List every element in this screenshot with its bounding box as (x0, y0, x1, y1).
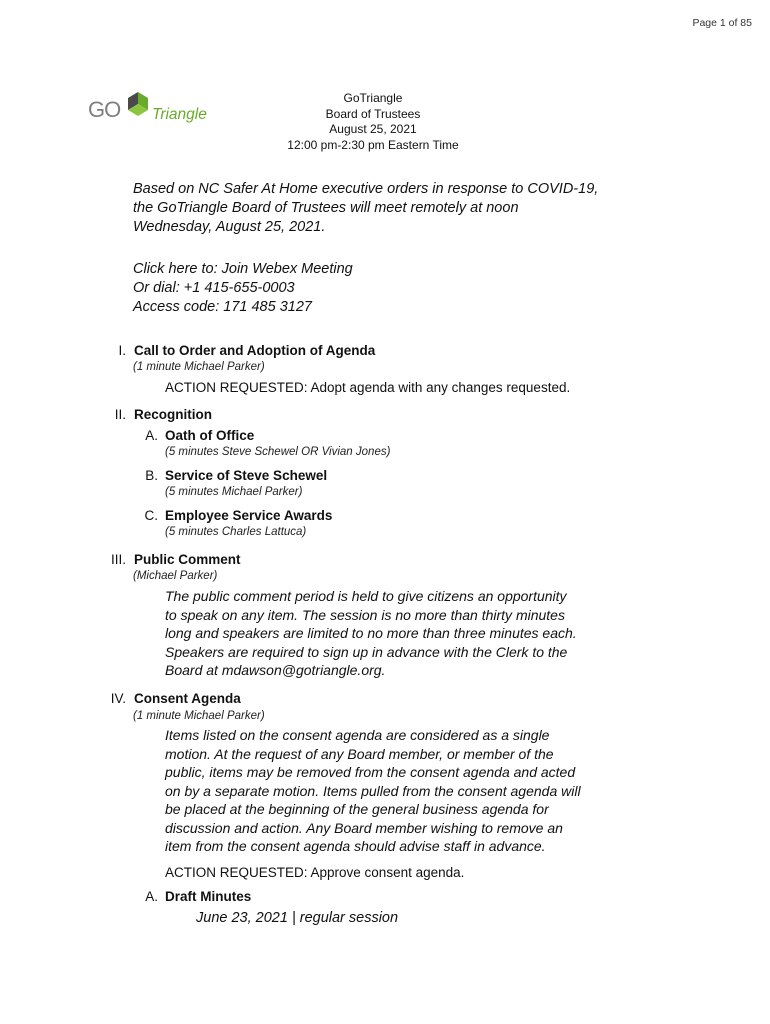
intro-paragraph (133, 180, 653, 237)
paragraph-line: public, items may be removed from the consent agenda and acted (165, 764, 576, 780)
subitem-title: Draft Minutes (165, 889, 252, 904)
subitem-note: (5 minutes Steve Schewel OR Vivian Jones) (165, 446, 391, 458)
subitem-note: (5 minutes Charles Lattuca) (165, 526, 307, 538)
paragraph-line: to speak on any item. The session is no more than thirty minutes (165, 606, 565, 623)
page-number: Page 1 of 85 (692, 17, 752, 29)
subitem-number: A. (145, 889, 158, 904)
item-number: II. (114, 407, 126, 422)
paragraph-line: Board at mdawson@gotriangle.org. (165, 662, 386, 678)
meeting-date: August 25, 2021 (329, 122, 417, 136)
meeting-time: 12:00 pm-2:30 pm Eastern Time (287, 137, 459, 152)
item-title: Consent Agenda (134, 691, 241, 706)
paragraph-line: Speakers are required to sign up in advance with the Clerk to the (165, 643, 568, 660)
item-number: I. (118, 343, 126, 358)
subitem-number: B. (145, 468, 158, 483)
gotriangle-logo (86, 92, 226, 134)
meeting-header (230, 91, 516, 153)
paragraph-line: long and speakers are limited to no more than three minutes each. (165, 625, 577, 641)
webex-join-link[interactable]: Click here to: Join Webex Meeting (133, 261, 353, 277)
paragraph-line: item from the consent agenda should advise staff in advance. (165, 838, 546, 854)
item-note: (Michael Parker) (133, 570, 218, 582)
action-requested: ACTION REQUESTED: Adopt agenda with any changes requested. (165, 380, 571, 395)
consent-agenda-text (165, 726, 615, 856)
logo-triangle-text: Triangle (152, 106, 207, 123)
subitem-note: (5 minutes Michael Parker) (165, 486, 303, 498)
subitem-title: Service of Steve Schewel (165, 468, 328, 483)
item-note: (1 minute Michael Parker) (133, 361, 265, 373)
logo-go-text: GO (88, 97, 121, 122)
webex-info (133, 260, 533, 317)
paragraph-line: be placed at the beginning of the general business agenda for (165, 801, 549, 817)
board-name: Board of Trustees (325, 106, 421, 121)
intro-line: the GoTriangle Board of Trustees will meet remotely at noon (133, 200, 519, 216)
logo-triangle-icon (126, 92, 150, 118)
subitem-number: C. (144, 508, 158, 523)
subitem-title: Oath of Office (165, 428, 255, 443)
intro-line: Wednesday, August 25, 2021. (133, 219, 326, 235)
paragraph-line: The public comment period is held to give citizens an opportunity (165, 588, 567, 604)
public-comment-text (165, 587, 615, 680)
item-number: IV. (110, 691, 126, 706)
paragraph-line: Items listed on the consent agenda are considered as a single (165, 727, 550, 743)
intro-line: Based on NC Safer At Home executive orders in response to COVID-19, (133, 181, 599, 197)
dial-in-number: Or dial: +1 415-655-0003 (133, 280, 295, 296)
subitem-number: A. (145, 428, 158, 443)
item-note: (1 minute Michael Parker) (133, 710, 265, 722)
item-title: Public Comment (134, 552, 241, 567)
minutes-detail: June 23, 2021 | regular session (196, 910, 399, 926)
subitem-title: Employee Service Awards (165, 508, 333, 523)
paragraph-line: discussion and action. Any Board member wishing to remove an (165, 819, 563, 836)
paragraph-line: motion. At the request of any Board member, or member of the (165, 745, 554, 762)
action-requested: ACTION REQUESTED: Approve consent agenda. (165, 865, 465, 880)
access-code: Access code: 171 485 3127 (133, 299, 312, 315)
item-title: Recognition (134, 407, 212, 422)
org-name: GoTriangle (343, 91, 403, 105)
item-title: Call to Order and Adoption of Agenda (134, 343, 376, 358)
item-number: III. (110, 552, 126, 567)
paragraph-line: on by a separate motion. Items pulled from the consent agenda will (165, 782, 581, 799)
